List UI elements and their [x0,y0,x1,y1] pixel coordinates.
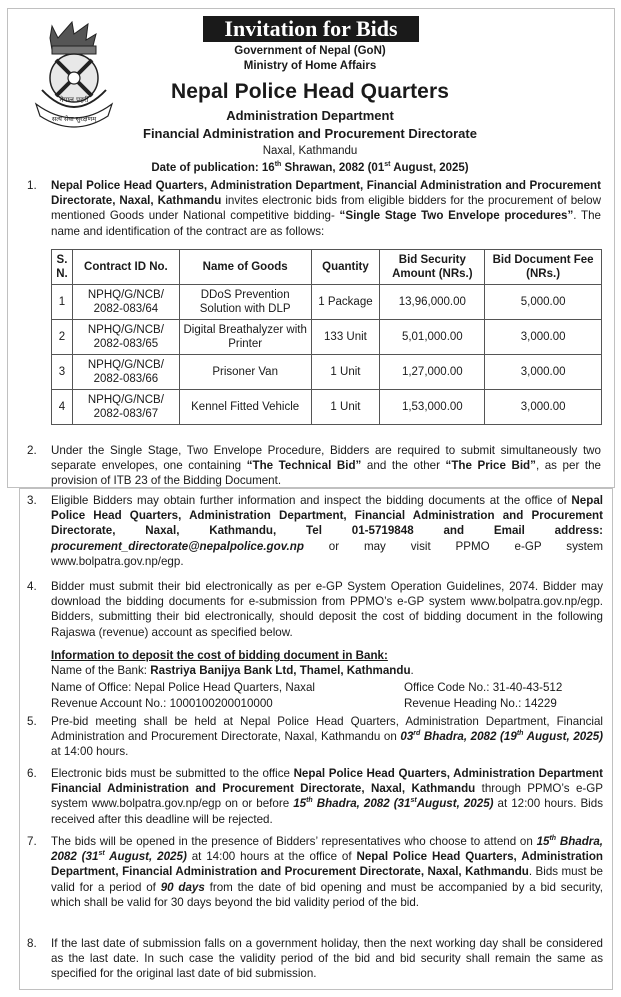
bank-info-heading: Information to deposit the cost of bidding document in Bank: [51,649,388,662]
department-line: Administration Department [226,108,394,123]
nepal-police-emblem-icon [22,20,124,130]
para-3-number: 3. [27,494,37,507]
para-4-number: 4. [27,580,37,593]
table-row: 2 NPHQ/G/NCB/ 2082-083/65 Digital Breathalyzer with Printer 133 Unit 5,01,000.00 3,000.00 [52,320,602,355]
para-1: Nepal Police Head Quarters, Administration Department, Financial Administration and Procurement Directorate, Naxal, Kathmandu invites electronic bids from eligible bidders for the procurement of below mentioned Goods under National competitive bidding- “Single Stage Two Envelope procedures”. The name and identification of the contract are as follows: [51,179,601,238]
col-contract-id: Contract ID No. [72,250,179,285]
contracts-table [51,249,602,425]
svg-text:सत्य सेवा सुरक्षणम्: सत्य सेवा सुरक्षणम् [51,115,97,123]
para-8: If the last date of submission falls on a government holiday, then the next working day shall be considered as the last date. In such case the validity period of the bid and bid security shall remain the same as specified for the original last date of bid submission. [51,937,603,981]
revenue-account: Revenue Account No.: 1000100200010000 [51,697,273,710]
col-doc-fee: Bid Document Fee (NRs.) [485,250,602,285]
para-2: Under the Single Stage, Two Envelope Procedure, Bidders are required to submit simultaneously two separate envelopes, one containing “The Technical Bid” and the other “The Price Bid”, as per the provision of ITB 23 of the Bidding Document. [51,444,601,488]
table-row: 1 NPHQ/G/NCB/ 2082-083/64 DDoS Prevention Solution with DLP 1 Package 13,96,000.00 5,000.00 [52,285,602,320]
para-5-number: 5. [27,715,37,728]
para-3: Eligible Bidders may obtain further information and inspect the bidding documents at the office of Nepal Police Head Quarters, Administration Department, Financial Administration and Procurement Directorate, Naxal, Kathmandu, Tel 01-5719848 and Email address: procurement_directorate@nepalpolice.gov.np or may visit PPMO e-GP system www.bolpatra.gov.np/egp. [51,494,603,568]
directorate-line: Financial Administration and Procurement Directorate [143,126,477,141]
col-quantity: Quantity [311,250,380,285]
office-name: Name of Office: Nepal Police Head Quarters, Naxal [51,681,315,694]
para-7: The bids will be opened in the presence of Bidders’ representatives who choose to attend on 15th Bhadra, 2082 (31st August, 2025) at 14:00 hours at the office of Nepal Police Head Quarters, Administration Department, Financial Administration and Procurement Directorate, Naxal, Kathmandu. Bids must be valid for a period of 90 days from the date of bid opening and must be accompanied by a bid security, which shall be valid for 30 days beyond the bid validity period of the bid. [51,835,604,909]
table-row: 4 NPHQ/G/NCB/ 2082-083/67 Kennel Fitted Vehicle 1 Unit 1,53,000.00 3,000.00 [52,390,602,425]
para-7-number: 7. [27,835,37,848]
location-line: Naxal, Kathmandu [262,145,358,157]
para-4: Bidder must submit their bid electronically as per e-GP System Operation Guidelines, 2074. Bidder may download the bidding documents for e-submission from PPMO’s e-GP system www.bolpatra.gov.np/egp. Bidders, submitting their bid electronically, should deposit the cost of bidding document in the following Rajaswa (revenue) account as specified below. [51,580,603,639]
invitation-banner: Invitation for Bids [203,16,419,42]
col-goods: Name of Goods [179,250,311,285]
para-6: Electronic bids must be submitted to the office Nepal Police Head Quarters, Administration Department Financial Administration and Procurement Directorate, Naxal, Kathmandu through PPMO’s e-GP system www.bolpatra.gov.np/egp on or before 15th Bhadra, 2082 (31stAugust, 2025) at 12:00 hours. Bids received after this deadline will be rejected. [51,767,604,826]
publication-date: Date of publication: 16th Shrawan, 2082 (01st August, 2025) [151,161,469,174]
office-code: Office Code No.: 31-40-43-512 [404,681,563,694]
svg-text:नेपाल प्रहरी: नेपाल प्रहरी [59,96,89,104]
organization-title: Nepal Police Head Quarters [170,80,450,103]
para-2-number: 2. [27,444,37,457]
para-1-number: 1. [27,179,37,192]
revenue-heading: Revenue Heading No.: 14229 [404,697,557,710]
bank-name-line: Name of the Bank: Rastriya Banijya Bank Ltd, Thamel, Kathmandu. [51,664,414,677]
email-link[interactable]: procurement_directorate@nepalpolice.gov.np [51,539,304,553]
col-sn: S. N. [52,250,73,285]
table-row: 3 NPHQ/G/NCB/ 2082-083/66 Prisoner Van 1 Unit 1,27,000.00 3,000.00 [52,355,602,390]
table-header-row [52,250,602,285]
col-bid-security: Bid Security Amount (NRs.) [380,250,485,285]
ministry-line: Ministry of Home Affairs [243,60,377,72]
para-6-number: 6. [27,767,37,780]
para-8-number: 8. [27,937,37,950]
para-5: Pre-bid meeting shall be held at Nepal Police Head Quarters, Administration Department, Financial Administration and Procurement Directorate, Naxal, Kathmandu on 03rd Bhadra, 2082 (19th August, 2025) at 14:00 hours. [51,715,603,759]
government-line: Government of Nepal (GoN) [234,45,386,57]
